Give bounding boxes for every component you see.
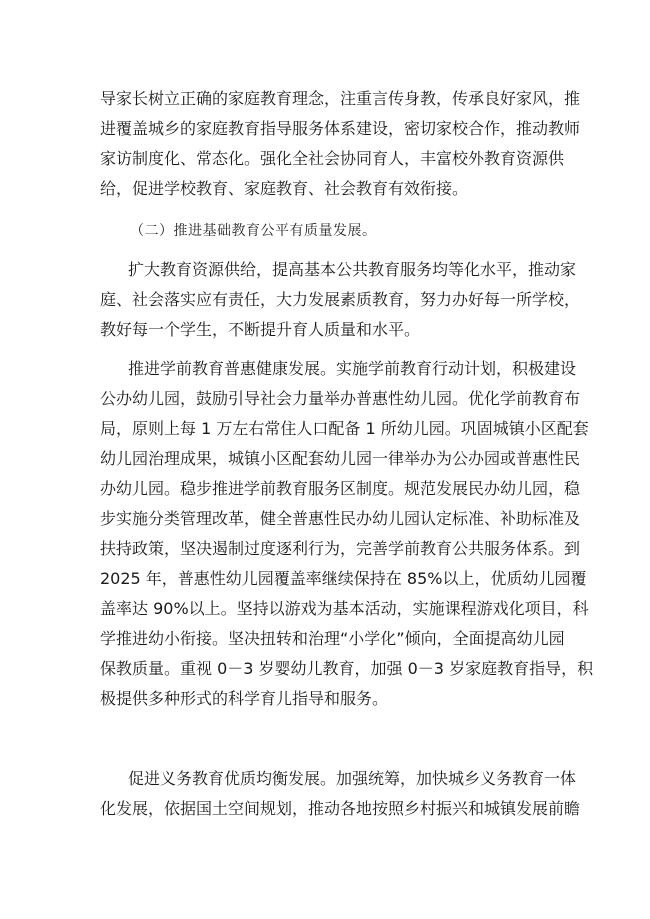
text-line: 进覆盖城乡的家庭教育指导服务体系建设，密切家校合作，推动教师 <box>100 119 581 138</box>
text-line: 给，促进学校教育、家庭教育、社会教育有效衔接。 <box>100 179 469 198</box>
section-heading: （二）推进基础教育公平有质量发展。 <box>130 223 377 239</box>
text-line: 极提供多种形式的科学育儿指导和服务。 <box>100 689 389 708</box>
text-line: 公办幼儿园，鼓励引导社会力量举办普惠性幼儿园。优化学前教育布 <box>100 389 581 408</box>
text-line: 2025 年，普惠性幼儿园覆盖率继续保持在 85%以上，优质幼儿园覆 <box>100 569 587 588</box>
text-line: 家访制度化、常态化。强化全社会协同育人，丰富校外教育资源供 <box>100 149 565 168</box>
paragraph-family-education <box>100 84 581 204</box>
text-line: 步实施分类管理改革，健全普惠性民办幼儿园认定标准、补助标准及 <box>100 509 581 528</box>
paragraph-resource-supply <box>100 255 581 345</box>
text-line: 教好每一个学生，不断提升育人质量和水平。 <box>100 320 421 339</box>
text-line: 扩大教育资源供给，提高基本公共教育服务均等化水平，推动家 <box>128 260 577 279</box>
text-line: 庭、社会落实应有责任，大力发展素质教育，努力办好每一所学校， <box>100 290 581 309</box>
paragraph-compulsory-education <box>100 764 581 824</box>
text-line: 化发展，依据国土空间规划，推动各地按照乡村振兴和城镇发展前瞻 <box>100 799 581 818</box>
text-line: 促进义务教育优质均衡发展。加强统筹，加快城乡义务教育一体 <box>128 769 577 788</box>
text-line: 办幼儿园。稳步推进学前教育服务区制度。规范发展民办幼儿园，稳 <box>100 479 581 498</box>
text-line: 扶持政策，坚决遏制过度逐利行为，完善学前教育公共服务体系。到 <box>100 539 581 558</box>
text-line: 推进学前教育普惠健康发展。实施学前教育行动计划，积极建设 <box>128 359 577 378</box>
text-line: 局，原则上每 1 万左右常住人口配备 1 所幼儿园。巩固城镇小区配套 <box>100 419 589 438</box>
text-line: 学推进幼小衔接。坚决扭转和治理“小学化”倾向，全面提高幼儿园 <box>100 629 565 648</box>
text-line: 导家长树立正确的家庭教育理念，注重言传身教，传承良好家风，推 <box>100 89 581 108</box>
paragraph-preschool-education <box>100 354 594 714</box>
text-line: 盖率达 90%以上。坚持以游戏为基本活动，实施课程游戏化项目，科 <box>100 599 589 618</box>
text-line: 幼儿园治理成果，城镇小区配套幼儿园一律举办为公办园或普惠性民 <box>100 449 581 468</box>
text-line: 保教质量。重视 0－3 岁婴幼儿教育，加强 0－3 岁家庭教育指导，积 <box>100 659 594 678</box>
